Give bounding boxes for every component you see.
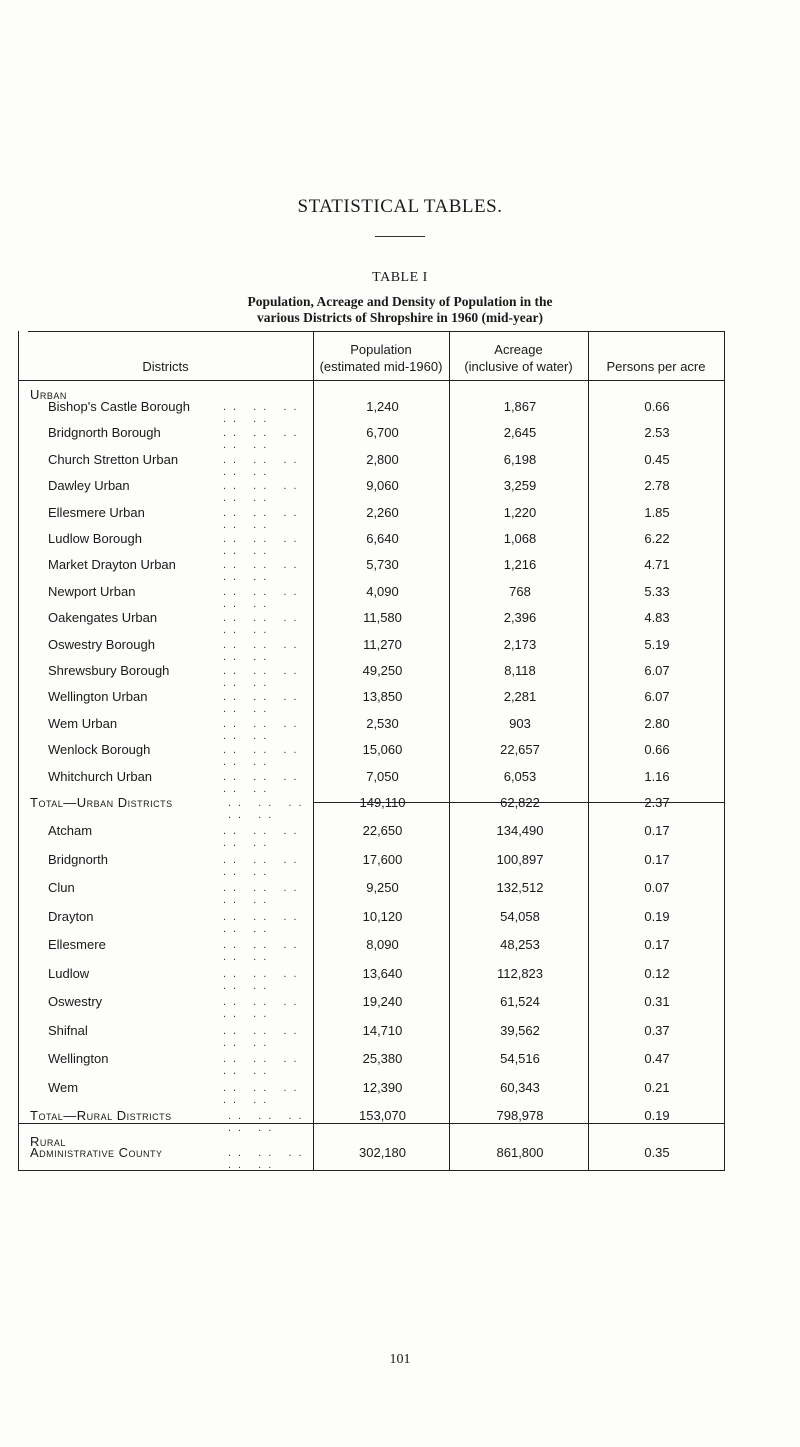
acreage-value: 112,823	[496, 965, 544, 981]
population-value: 1,240	[366, 399, 399, 414]
district-name: Shifnal	[48, 1022, 88, 1038]
leader-dots: .. .. .. .. ..	[223, 939, 304, 963]
acreage-value: 768	[509, 583, 531, 599]
density-value: 0.17	[644, 937, 670, 952]
population-value: 153,070	[359, 1108, 406, 1123]
leader-dots: .. .. .. .. ..	[223, 967, 304, 992]
acreage-value: 798,978	[496, 1108, 544, 1123]
header-rule	[18, 380, 724, 381]
leader-dots: .. .. .. .. ..	[223, 506, 304, 531]
population-value: 6,700	[366, 425, 399, 441]
population-value: 9,250	[366, 880, 399, 895]
leader-dots: .. .. .. .. ..	[223, 533, 304, 557]
district-name: Atcham	[48, 823, 93, 838]
density-value: 0.19	[644, 908, 670, 924]
district-name: Wenlock Borough	[48, 742, 151, 758]
leader-dots: .. .. .. .. ..	[223, 638, 304, 663]
leader-dots: .. .. .. .. ..	[223, 1024, 304, 1049]
density-value: 0.17	[644, 851, 670, 867]
density-value: 2.53	[644, 425, 670, 441]
right-border	[724, 331, 725, 1171]
population-value: 13,640	[362, 965, 403, 981]
population-value: 15,060	[362, 742, 403, 758]
district-name: Administrative County	[30, 1145, 163, 1160]
acreage-value: 48,253	[500, 937, 540, 952]
population-value: 6,640	[366, 531, 399, 546]
density-value: 6.22	[644, 531, 670, 546]
leader-dots: .. .. .. .. ..	[223, 427, 304, 452]
population-value: 19,240	[362, 994, 403, 1009]
col-header-acreage-line-2: (inclusive of water)	[464, 359, 573, 374]
district-name: Wem	[48, 1079, 79, 1095]
table-title: TABLE I	[372, 270, 428, 285]
population-table	[18, 331, 724, 1183]
district-name: Total—Rural Districts	[30, 1108, 172, 1123]
population-value: 8,090	[366, 937, 399, 952]
leader-dots: .. .. .. .. ..	[223, 691, 304, 716]
density-value: 0.66	[644, 399, 670, 414]
population-value: 11,580	[363, 610, 402, 626]
table-top-rule	[28, 331, 724, 332]
acreage-value: 3,259	[503, 478, 537, 494]
acreage-value: 1,216	[503, 557, 537, 573]
acreage-value: 2,645	[503, 425, 537, 441]
acreage-value: 2,281	[503, 689, 537, 705]
page-heading: STATISTICAL TABLES.	[297, 196, 503, 217]
population-value: 302,180	[359, 1145, 406, 1160]
district-name: Whitchurch Urban	[48, 768, 153, 784]
acreage-value: 861,800	[496, 1145, 544, 1160]
population-value: 4,090	[366, 583, 399, 599]
section-label-urban: Urban	[30, 387, 67, 402]
population-value: 5,730	[366, 557, 399, 573]
leader-dots: .. .. .. .. ..	[223, 853, 304, 878]
density-value: 4.83	[644, 610, 670, 626]
col-header-population-line-2: (estimated mid-1960)	[319, 359, 443, 374]
district-name: Drayton	[48, 908, 94, 924]
population-value: 2,800	[366, 451, 399, 467]
district-name: Wellington	[48, 1051, 109, 1066]
acreage-value: 60,343	[500, 1079, 540, 1095]
district-name: Total—Urban Districts	[30, 795, 173, 810]
density-value: 0.47	[644, 1051, 670, 1066]
heading-rule	[375, 236, 425, 237]
leader-dots: .. .. .. .. ..	[223, 770, 304, 795]
density-value: 0.07	[644, 880, 670, 895]
acreage-value: 2,396	[503, 610, 537, 626]
density-value: 5.33	[644, 583, 670, 599]
left-border	[18, 331, 19, 1171]
district-name: Ludlow	[48, 965, 90, 981]
district-name: Market Drayton Urban	[48, 557, 176, 573]
district-name: Wellington Urban	[48, 689, 148, 705]
district-name: Clun	[48, 880, 75, 895]
density-value: 0.45	[644, 451, 670, 467]
population-value: 49,250	[362, 663, 403, 678]
leader-dots: .. .. .. .. ..	[223, 910, 304, 935]
population-value: 10,120	[362, 908, 403, 924]
district-name: Oakengates Urban	[48, 610, 158, 626]
district-name: Bridgnorth	[48, 851, 108, 867]
district-name: Wem Urban	[48, 715, 118, 731]
density-value: 2.80	[644, 715, 670, 731]
density-value: 0.17	[644, 823, 670, 838]
population-value: 9,060	[366, 478, 399, 494]
leader-dots: .. .. .. .. ..	[223, 612, 304, 637]
acreage-value: 62,822	[500, 795, 540, 810]
leader-dots: .. .. .. .. ..	[223, 744, 304, 769]
col-header-density: Persons per acre	[606, 359, 706, 374]
density-value: 2.37	[644, 795, 670, 810]
population-value: 13,850	[362, 689, 403, 705]
acreage-value: 2,173	[503, 636, 537, 652]
acreage-value: 6,198	[503, 451, 537, 467]
acreage-value: 132,512	[496, 880, 544, 895]
population-value: 12,390	[362, 1079, 403, 1095]
district-name: Bishop's Castle Borough	[48, 399, 190, 414]
leader-dots: .. .. .. .. ..	[223, 585, 304, 610]
acreage-value: 54,516	[500, 1051, 540, 1066]
col-header-acreage	[449, 341, 588, 375]
acreage-value: 8,118	[504, 663, 536, 678]
table-caption-line-2: various Districts of Shropshire in 1960 (mid-year)	[257, 310, 543, 325]
district-name: Ludlow Borough	[48, 531, 142, 546]
district-name: Oswestry Borough	[48, 636, 155, 652]
acreage-value: 1,867	[503, 399, 537, 414]
leader-dots: .. .. .. .. ..	[223, 1053, 304, 1077]
density-value: 0.19	[644, 1108, 670, 1123]
leader-dots: .. .. .. .. ..	[228, 797, 309, 821]
density-value: 4.71	[644, 557, 670, 573]
population-value: 149,110	[359, 795, 406, 810]
density-value: 6.07	[644, 663, 670, 678]
acreage-value: 100,897	[496, 851, 544, 867]
leader-dots: .. .. .. .. ..	[223, 825, 304, 849]
population-value: 14,710	[362, 1022, 403, 1038]
acreage-value: 134,490	[496, 823, 544, 838]
col-header-population-line-1: Population	[350, 342, 412, 357]
leader-dots: .. .. .. .. ..	[223, 996, 304, 1020]
population-value: 25,380	[362, 1051, 403, 1066]
acreage-value: 61,524	[500, 994, 540, 1009]
district-name: Oswestry	[48, 994, 103, 1009]
district-name: Ellesmere Urban	[48, 504, 145, 520]
density-value: 6.07	[644, 689, 670, 705]
population-value: 11,270	[363, 636, 402, 652]
district-name: Newport Urban	[48, 583, 136, 599]
density-value: 0.12	[644, 965, 670, 981]
acreage-value: 54,058	[500, 908, 540, 924]
page-number: 101	[389, 1352, 411, 1367]
acreage-value: 39,562	[500, 1022, 540, 1038]
population-value: 2,530	[366, 715, 399, 731]
leader-dots: .. .. .. .. ..	[223, 717, 304, 742]
population-value: 17,600	[362, 851, 403, 867]
density-value: 1.16	[644, 768, 670, 784]
density-value: 0.66	[644, 742, 670, 758]
acreage-value: 22,657	[500, 742, 540, 758]
leader-dots: .. .. .. .. ..	[228, 1147, 309, 1171]
population-value: 7,050	[366, 768, 399, 784]
col-header-population	[313, 341, 449, 375]
density-value: 0.35	[644, 1145, 670, 1160]
section-label-rural: Rural	[30, 1134, 66, 1149]
density-value: 0.21	[644, 1079, 670, 1095]
leader-dots: .. .. .. .. ..	[223, 480, 304, 505]
leader-dots: .. .. .. .. ..	[223, 882, 304, 906]
population-value: 2,260	[366, 504, 399, 520]
table-caption-line-1: Population, Acreage and Density of Population in the	[247, 294, 553, 309]
leader-dots: .. .. .. .. ..	[223, 453, 304, 478]
district-name: Ellesmere	[48, 937, 106, 952]
density-value: 2.78	[644, 478, 670, 494]
acreage-value: 1,068	[503, 531, 537, 546]
table-bottom-rule	[18, 1170, 724, 1171]
district-name: Church Stretton Urban	[48, 451, 179, 467]
acreage-value: 6,053	[503, 768, 537, 784]
leader-dots: .. .. .. .. ..	[223, 1081, 304, 1106]
district-name: Dawley Urban	[48, 478, 130, 494]
population-value: 22,650	[362, 823, 403, 838]
leader-dots: .. .. .. .. ..	[228, 1110, 309, 1134]
density-value: 0.37	[644, 1022, 670, 1038]
district-name: Shrewsbury Borough	[48, 663, 170, 678]
density-value: 1.85	[644, 504, 670, 520]
acreage-value: 1,220	[503, 504, 537, 520]
density-value: 5.19	[644, 636, 670, 652]
col-header-acreage-line-1: Acreage	[494, 342, 543, 357]
column-divider-1	[313, 331, 314, 1171]
leader-dots: .. .. .. .. ..	[223, 665, 304, 689]
leader-dots: .. .. .. .. ..	[223, 401, 304, 425]
col-header-districts: Districts	[142, 359, 189, 374]
density-value: 0.31	[644, 994, 670, 1009]
acreage-value: 903	[509, 715, 531, 731]
leader-dots: .. .. .. .. ..	[223, 559, 304, 584]
district-name: Bridgnorth Borough	[48, 425, 161, 441]
